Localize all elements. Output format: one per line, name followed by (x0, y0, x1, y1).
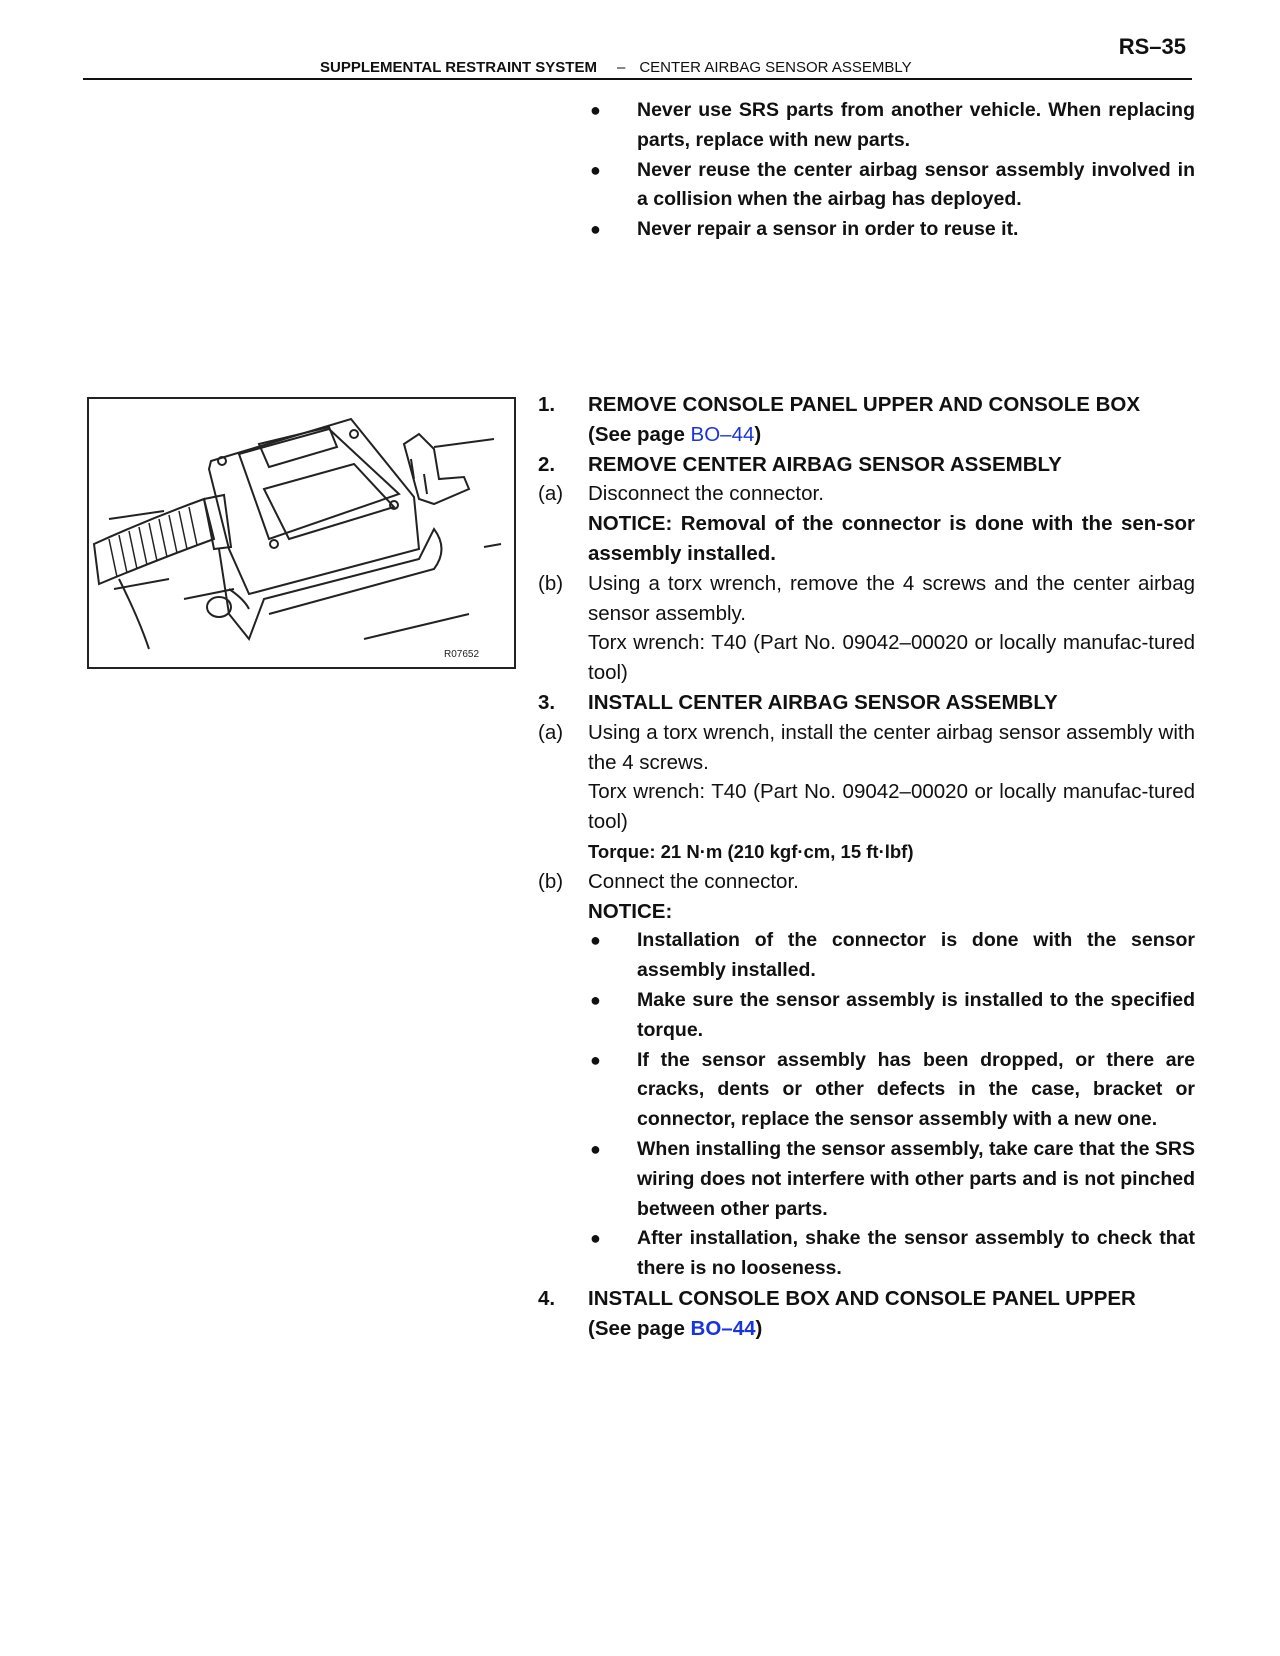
substep-text: Using a torx wrench, install the center airbag sensor assembly with the 4 screws. (588, 720, 1195, 774)
page-link-bo-44[interactable]: BO–44 (690, 422, 755, 446)
subsection-title: CENTER AIRBAG SENSOR ASSEMBLY (639, 59, 912, 76)
step-title: INSTALL CENTER AIRBAG SENSOR ASSEMBLY (588, 690, 1058, 714)
step-title: INSTALL CONSOLE BOX AND CONSOLE PANEL UPPER (588, 1286, 1136, 1310)
substep-letter: (a) (538, 720, 564, 744)
airbag-sensor-drawing (89, 399, 514, 667)
notice-bullet (538, 1224, 1195, 1284)
bullet-icon: ● (590, 1049, 601, 1070)
tool-spec: Torx wrench: T40 (Part No. 09042–00020 or locally manufac-tured tool) (588, 780, 1195, 834)
step-4 (538, 1284, 1195, 1344)
page-number: RS–35 (1118, 34, 1186, 59)
figure-code: R07652 (444, 649, 480, 660)
bullet-icon: ● (590, 219, 601, 240)
bullet-icon: ● (590, 989, 601, 1010)
bullet-text: If the sensor assembly has been dropped, or there are cracks, dents or other defects in the case, bracket or connector, replace the sensor assembly with a new one. (637, 1048, 1195, 1131)
step-3a (538, 718, 1195, 867)
step-number: 4. (538, 1286, 556, 1310)
bullet-text: Never use SRS parts from another vehicle. When replacing parts, replace with new parts. (637, 99, 1195, 151)
step-2a (538, 479, 1195, 568)
notice-bullet (538, 986, 1195, 1046)
see-page-suffix: ) (755, 1316, 763, 1340)
top-warnings (538, 96, 1195, 245)
bullet-icon: ● (590, 159, 601, 180)
bullet-icon: ● (590, 100, 601, 120)
procedure (538, 390, 1195, 1344)
warning-bullet (538, 96, 1195, 156)
substep-letter: (a) (538, 482, 564, 506)
step-2b (538, 569, 1195, 688)
step-number: 1. (538, 393, 556, 416)
substep-letter: (b) (538, 869, 564, 893)
see-page-suffix: ) (754, 422, 762, 446)
substep-text: Disconnect the connector. (588, 482, 824, 506)
substep-text: Connect the connector. (588, 869, 799, 893)
tool-spec: Torx wrench: T40 (Part No. 09042–00020 or locally manufac-tured tool) (588, 631, 1195, 685)
notice-bullet (538, 1135, 1195, 1224)
notice-text: NOTICE: Removal of the connector is done with the sen-sor assembly installed. (588, 512, 1195, 565)
notice-bullet (538, 926, 1195, 986)
step-number: 3. (538, 690, 556, 714)
step-3b (538, 867, 1195, 927)
bullet-icon: ● (590, 1138, 601, 1159)
bullet-icon: ● (590, 930, 601, 951)
see-page-prefix: (See page (588, 422, 691, 446)
header-rule (83, 78, 1192, 80)
step-3 (538, 688, 1195, 718)
bullet-text: Never reuse the center airbag sensor assembly involved in a collision when the airbag has deployed. (637, 158, 1195, 211)
bullet-text: After installation, shake the sensor assembly to check that there is no looseness. (637, 1227, 1195, 1280)
see-page-prefix: (See page (588, 1316, 691, 1340)
bullet-text: Installation of the connector is done with the sensor assembly installed. (637, 929, 1195, 982)
running-header (320, 59, 912, 76)
substep-text: Using a torx wrench, remove the 4 screws and the center airbag sensor assembly. (588, 571, 1195, 625)
warning-bullet (538, 156, 1195, 216)
torque-spec: Torque: 21 N·m (210 kgf·cm, 15 ft·lbf) (588, 840, 914, 862)
step-number: 2. (538, 452, 556, 476)
warning-bullet (538, 215, 1195, 245)
step-title: REMOVE CONSOLE PANEL UPPER AND CONSOLE BOX (588, 393, 1141, 416)
substep-letter: (b) (538, 571, 564, 595)
page-link-bo-44[interactable]: BO–44 (690, 1316, 756, 1340)
step-title: REMOVE CENTER AIRBAG SENSOR ASSEMBLY (588, 452, 1062, 476)
header-separator: – (616, 59, 626, 76)
bullet-text: Make sure the sensor assembly is installed to the specified torque. (637, 988, 1195, 1041)
section-title: SUPPLEMENTAL RESTRAINT SYSTEM (320, 59, 597, 76)
notice-heading: NOTICE: (588, 899, 673, 923)
bullet-text: Never repair a sensor in order to reuse it. (637, 218, 1019, 241)
bullet-text: When installing the sensor assembly, take care that the SRS wiring does not interfere with other parts and is not pinched between other parts. (637, 1137, 1195, 1220)
bullet-icon: ● (590, 1228, 601, 1249)
sensor-illustration (87, 397, 516, 669)
notice-bullet (538, 1046, 1195, 1135)
step-1 (538, 390, 1195, 450)
step-2 (538, 450, 1195, 480)
